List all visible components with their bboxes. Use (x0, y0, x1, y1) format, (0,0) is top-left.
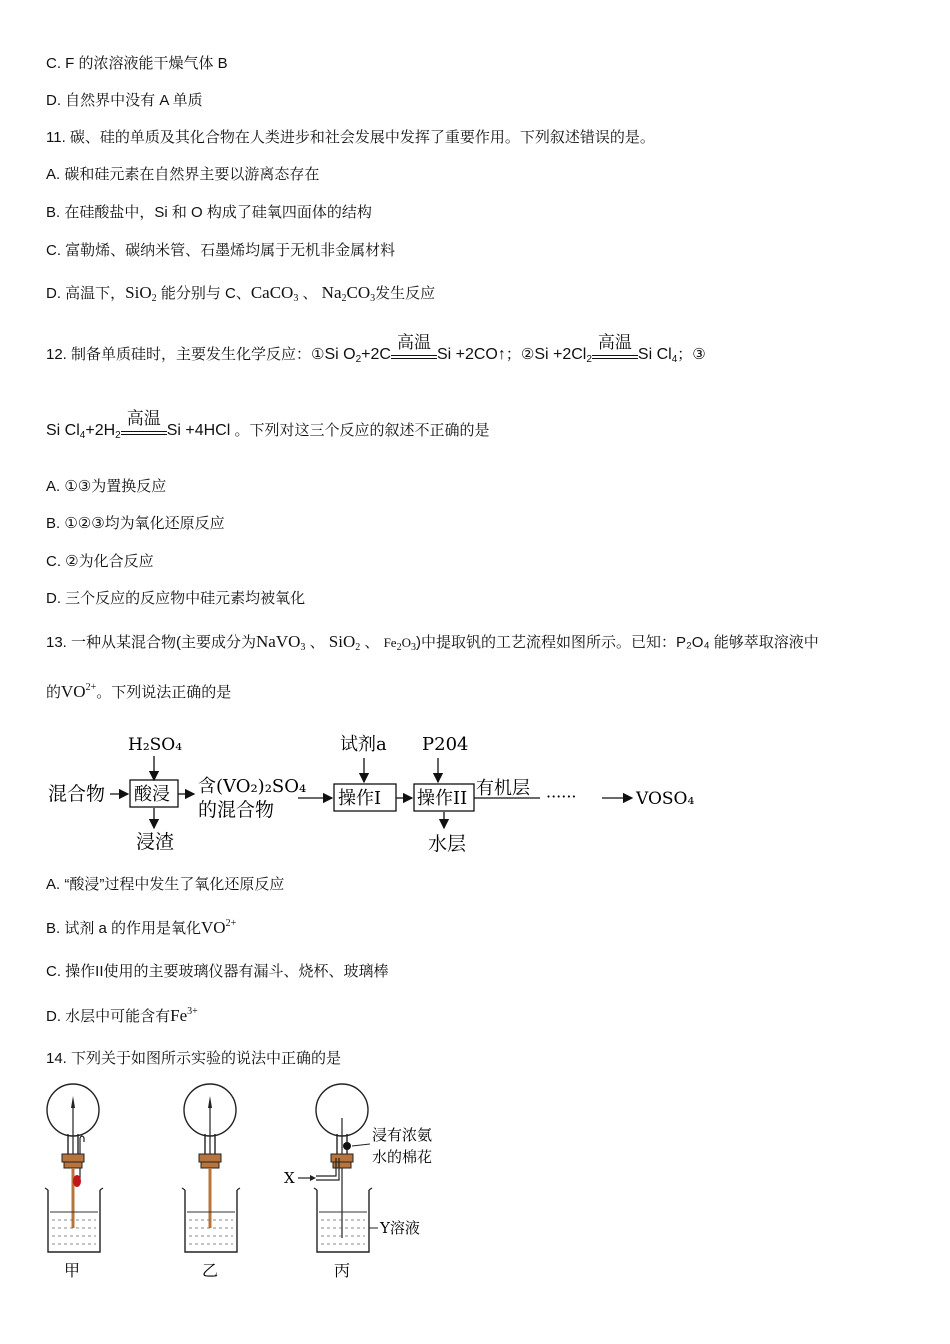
q12-cond-1: 高温 (391, 355, 437, 365)
apparatus-a (45, 1084, 103, 1280)
label-y: Y溶液 (380, 1219, 420, 1237)
q12-option-c: C. ②为化合反应 (46, 553, 154, 570)
q11-d-tail: 发生反应 (375, 285, 436, 302)
flow-mixture: 混合物 (48, 783, 106, 805)
q12-option-b: B. ①②③均为氧化还原反应 (46, 515, 225, 532)
apparatus-c (284, 1084, 432, 1280)
q11-option-d: D. 高温下，SiO$_2$ 能分别与 C、CaCO$_3$ 、 $Na_2CO_3$发生反应 (46, 283, 436, 304)
flow-h2so4: H₂SO₄ (128, 735, 183, 755)
q11-stem: 11. 碳、硅的单质及其化合物在人类进步和社会发展中发挥了重要作用。下列叙述错误的是。 (46, 129, 655, 146)
q11-option-b: B. 在硅酸盐中，Si 和 O 构成了硅氧四面体的结构 (46, 204, 372, 221)
flow-op1: 操作I (338, 788, 382, 809)
label-a: 甲 (64, 1261, 81, 1280)
q13-option-c: C. 操作II使用的主要玻璃仪器有漏斗、烧杯、玻璃棒 (46, 963, 389, 980)
label-x: X (284, 1169, 295, 1187)
q12-cond-2: 高温 (592, 355, 638, 365)
flow-reagent: 试剂a (340, 734, 387, 755)
flow-op2: 操作II (417, 788, 468, 809)
q12-stem-2: Si $Cl_4+2H_2$ 高温 Si +4HCl 。下列对这三个反应的叙述不正确的是 (46, 409, 490, 441)
apparatus-b (182, 1084, 240, 1280)
label-b: 乙 (202, 1261, 219, 1280)
q11-option-c: C. 富勒烯、碳纳米管、石墨烯均属于无机非金属材料 (46, 242, 396, 259)
flow-organic: 有机层 (476, 778, 530, 799)
q11-d-post: 能分别与 C、 (160, 285, 251, 302)
label-cotton-2: 水的棉花 (372, 1148, 433, 1166)
q13-stem: 13. 一种从某混合物(主要成分为NaVO$_3$ 、 SiO$_2$ 、 $Fe_2O_3$)中提取钒的工艺流程如图所示。已知：P₂O₄ 能够萃取溶液中 (46, 632, 819, 653)
q13-option-b: B. 试剂 a 的作用是氧化$VO^{2+}$ (46, 918, 237, 937)
label-c: 丙 (334, 1261, 351, 1280)
flow-water: 水层 (428, 833, 467, 855)
q11-option-a: A. 碳和硅元素在自然界主要以游离态存在 (46, 166, 320, 183)
q14-apparatus-figure (40, 1078, 460, 1288)
q13-option-d: D. 水层中可能含有$Fe^{3+}$ (46, 1006, 198, 1025)
flow-acid: 酸浸 (134, 784, 170, 805)
q10-option-d: D. 自然界中没有 A 单质 (46, 92, 203, 109)
q13-stem-2: 的$VO^{2+}$。下列说法正确的是 (46, 682, 232, 701)
q11-d-pre: D. 高温下， (46, 285, 126, 302)
flow-contain-1: 含(VO₂)₂SO₄ (198, 776, 307, 797)
q10-option-c: C. F 的浓溶液能干燥气体 B (46, 55, 228, 72)
flow-residue: 浸渣 (136, 831, 175, 853)
q12-option-a: A. ①③为置换反应 (46, 478, 167, 495)
q12-option-d: D. 三个反应的反应物中硅元素均被氧化 (46, 590, 306, 607)
flow-dots: ······ (546, 787, 577, 806)
label-cotton-1: 浸有浓氨 (372, 1126, 433, 1144)
q14-stem: 14. 下列关于如图所示实验的说法中正确的是 (46, 1050, 342, 1067)
flow-p204: P204 (422, 734, 469, 755)
q12-cond-3: 高温 (121, 431, 167, 441)
q12-stem: 12. 制备单质硅时，主要发生化学反应：①Si $O_2+2C$ 高温 Si +2CO↑；②Si $+2Cl_2$ 高温 Si $Cl_4$；③ (46, 333, 706, 365)
flow-product: VOSO₄ (636, 789, 695, 809)
flow-contain-2: 的混合物 (198, 799, 275, 821)
q13-flow-diagram (40, 728, 740, 858)
q13-option-a: A. “酸浸”过程中发生了氧化还原反应 (46, 876, 285, 893)
q12-stem-pre: 12. 制备单质硅时，主要发生化学反应：① (46, 346, 325, 363)
